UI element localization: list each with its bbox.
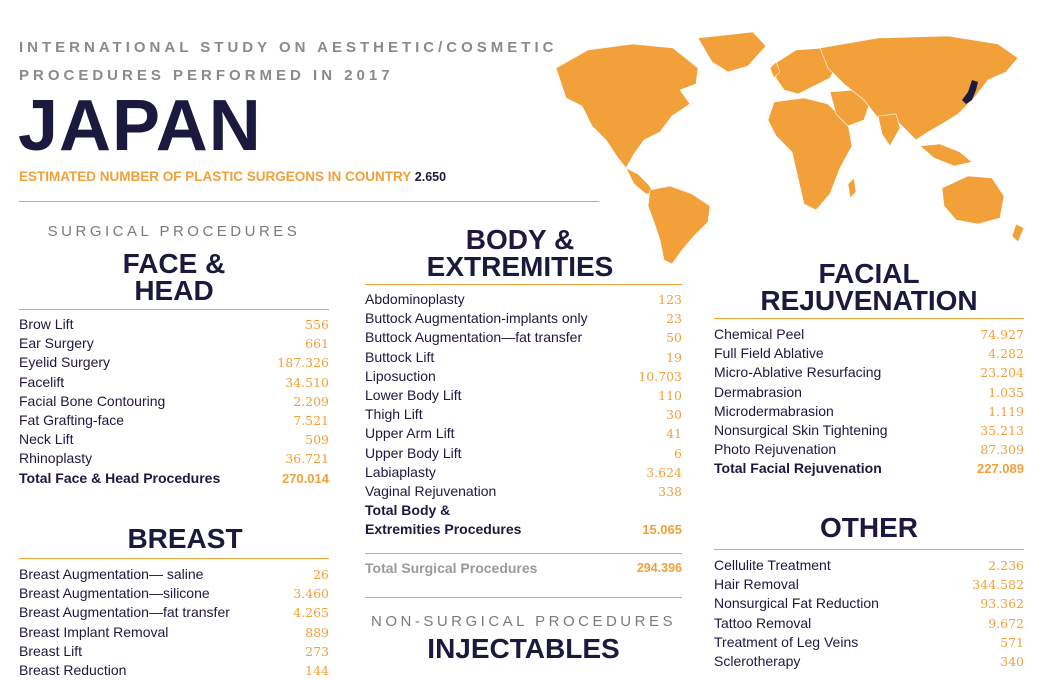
procedure-name: Facelift xyxy=(19,373,65,390)
procedure-value: 6 xyxy=(674,445,682,461)
procedure-name: Full Field Ablative xyxy=(714,345,824,362)
list-item xyxy=(365,444,682,463)
face-head-title-line-1: FACE & xyxy=(122,248,226,279)
non-surgical-category-label: NON-SURGICAL PROCEDURES xyxy=(371,613,676,630)
procedure-name: Brow Lift xyxy=(19,316,74,332)
procedure-name: Microdermabrasion xyxy=(714,402,834,419)
body-title xyxy=(365,226,675,280)
procedure-value: 23.204 xyxy=(980,365,1024,381)
procedure-value: 93.362 xyxy=(980,596,1024,612)
list-item xyxy=(19,315,329,334)
procedure-name: Abdominoplasty xyxy=(365,291,465,307)
procedure-value: 41 xyxy=(666,426,682,442)
list-item xyxy=(365,386,682,405)
list-item xyxy=(365,367,682,386)
surgeons-count xyxy=(19,169,446,184)
procedure-name: Upper Body Lift xyxy=(365,444,462,461)
total-value: 15.065 xyxy=(642,522,682,538)
study-title xyxy=(19,34,559,90)
face-head-list xyxy=(19,315,329,488)
other-divider xyxy=(714,549,1024,550)
procedure-value: 338 xyxy=(658,483,682,499)
list-item xyxy=(19,449,329,468)
body-title-line-2: EXTREMITIES xyxy=(426,251,614,282)
header-divider xyxy=(19,201,599,202)
list-item xyxy=(365,482,682,501)
list-item xyxy=(714,421,1024,440)
procedure-name: Treatment of Leg Veins xyxy=(714,633,859,650)
procedure-name: Buttock Augmentation—fat transfer xyxy=(365,329,583,346)
facial-rejuvenation-title xyxy=(714,260,1024,314)
facial-rejuvenation-list xyxy=(714,325,1024,479)
body-divider xyxy=(365,284,682,285)
list-item xyxy=(714,402,1024,421)
facial-rejuvenation-title-line-2: REJUVENATION xyxy=(760,285,978,316)
procedure-name: Micro-Ablative Resurfacing xyxy=(714,364,882,381)
procedure-value: 34.510 xyxy=(285,374,329,390)
procedure-name: Vaginal Rejuvenation xyxy=(365,482,497,499)
procedure-value: 4.265 xyxy=(293,605,329,621)
procedure-name: Labiaplasty xyxy=(365,463,436,480)
procedure-name: Nonsurgical Fat Reduction xyxy=(714,595,879,612)
procedure-name: Neck Lift xyxy=(19,431,74,448)
facial-rejuvenation-divider xyxy=(714,318,1024,319)
procedure-value: 571 xyxy=(1000,634,1024,650)
india-shape xyxy=(878,114,900,146)
body-title-line-1: BODY & xyxy=(465,224,575,255)
surgeons-label: ESTIMATED NUMBER OF PLASTIC SURGEONS IN COUNTRY xyxy=(19,169,412,184)
total-row xyxy=(19,469,329,488)
grand-total-name: Total Surgical Procedures xyxy=(365,560,538,576)
total-name-line-1: Total Body & xyxy=(365,502,451,519)
procedure-name: Dermabrasion xyxy=(714,383,802,400)
list-item xyxy=(19,430,329,449)
new-zealand-shape xyxy=(1012,224,1024,242)
procedure-value: 3.624 xyxy=(646,464,682,480)
procedure-value: 23 xyxy=(666,311,682,327)
list-item xyxy=(714,594,1024,613)
grand-total-row xyxy=(365,559,682,578)
procedure-name: Breast Augmentation— saline xyxy=(19,566,204,582)
list-item xyxy=(365,328,682,347)
breast-list xyxy=(19,565,329,680)
procedure-value: 36.721 xyxy=(285,451,329,467)
procedure-value: 4.282 xyxy=(988,346,1024,362)
list-item xyxy=(714,383,1024,402)
procedure-value: 1.119 xyxy=(988,403,1024,419)
list-item xyxy=(19,642,329,661)
procedure-name: Breast Reduction xyxy=(19,661,127,678)
list-item xyxy=(365,424,682,443)
other-list xyxy=(714,556,1024,671)
procedure-value: 35.213 xyxy=(980,422,1024,438)
list-item xyxy=(365,348,682,367)
procedure-name: Sclerotherapy xyxy=(714,652,801,669)
procedure-name: Rhinoplasty xyxy=(19,450,93,467)
procedure-name: Breast Augmentation—fat transfer xyxy=(19,604,230,621)
procedure-name: Cellulite Treatment xyxy=(714,557,831,573)
face-head-title xyxy=(19,250,329,304)
list-item xyxy=(19,603,329,622)
body-total-divider xyxy=(365,553,682,554)
total-value: 270.014 xyxy=(282,470,329,486)
procedure-name: Buttock Lift xyxy=(365,348,435,365)
procedure-name: Buttock Augmentation-implants only xyxy=(365,310,588,327)
procedure-name: Chemical Peel xyxy=(714,326,805,342)
list-item xyxy=(365,290,682,309)
procedure-value: 1.035 xyxy=(988,384,1024,400)
procedure-name: Nonsurgical Skin Tightening xyxy=(714,421,888,438)
total-row xyxy=(714,459,1024,478)
list-item xyxy=(714,325,1024,344)
list-item xyxy=(365,405,682,424)
australia-shape xyxy=(942,176,1004,224)
procedure-value: 556 xyxy=(305,317,329,332)
list-item xyxy=(19,353,329,372)
procedure-value: 30 xyxy=(666,407,682,423)
procedure-value: 3.460 xyxy=(293,586,329,602)
total-name: Total Facial Rejuvenation xyxy=(714,460,882,477)
procedure-value: 19 xyxy=(666,349,682,365)
list-item xyxy=(19,411,329,430)
procedure-value: 50 xyxy=(666,330,682,346)
procedure-value: 9.672 xyxy=(988,615,1024,631)
list-item xyxy=(714,575,1024,594)
procedure-value: 123 xyxy=(658,292,682,307)
procedure-value: 509 xyxy=(305,432,329,448)
total-row xyxy=(365,501,682,520)
surgeons-value: 2.650 xyxy=(414,170,447,184)
grand-total-divider xyxy=(365,597,682,598)
procedure-name: Liposuction xyxy=(365,367,436,384)
procedure-value: 7.521 xyxy=(293,412,329,428)
procedure-name: Facial Bone Contouring xyxy=(19,392,166,409)
procedure-value: 74.927 xyxy=(980,327,1024,342)
procedure-value: 889 xyxy=(305,624,329,640)
procedure-value: 661 xyxy=(305,336,329,352)
breast-divider xyxy=(19,558,329,559)
list-item xyxy=(714,614,1024,633)
list-item xyxy=(19,373,329,392)
procedure-value: 340 xyxy=(1000,653,1024,669)
list-item xyxy=(19,661,329,680)
other-title: OTHER xyxy=(820,512,918,543)
face-head-title-line-2: HEAD xyxy=(134,275,214,306)
procedure-name: Fat Grafting-face xyxy=(19,411,125,428)
procedure-name: Lower Body Lift xyxy=(365,386,462,403)
procedure-name: Hair Removal xyxy=(714,576,799,593)
list-item xyxy=(19,584,329,603)
greenland-shape xyxy=(698,32,766,72)
procedure-name: Thigh Lift xyxy=(365,406,423,423)
list-item xyxy=(714,652,1024,671)
list-item xyxy=(714,363,1024,382)
total-name: Total Face & Head Procedures xyxy=(19,469,221,486)
breast-title: BREAST xyxy=(127,523,243,554)
north-america-shape xyxy=(556,44,698,168)
procedure-value: 344.582 xyxy=(972,577,1024,593)
grand-total-value: 294.396 xyxy=(636,561,682,575)
procedure-name: Tattoo Removal xyxy=(714,614,812,631)
injectables-title: INJECTABLES xyxy=(427,633,620,664)
procedure-name: Breast Augmentation—silicone xyxy=(19,585,210,602)
procedure-value: 144 xyxy=(305,662,329,678)
study-title-line-2: PROCEDURES PERFORMED IN 2017 xyxy=(19,67,394,84)
grand-total xyxy=(365,559,682,578)
madagascar-shape xyxy=(848,178,856,198)
list-item xyxy=(19,334,329,353)
total-name-line-2: Extremities Procedures xyxy=(365,521,522,538)
procedure-value: 87.309 xyxy=(980,442,1024,458)
list-item xyxy=(365,463,682,482)
procedure-name: Breast Implant Removal xyxy=(19,623,169,640)
procedure-value: 26 xyxy=(313,567,329,582)
procedure-value: 187.326 xyxy=(277,355,329,371)
list-item xyxy=(714,440,1024,459)
facial-rejuvenation-title-line-1: FACIAL xyxy=(818,258,920,289)
list-item xyxy=(714,344,1024,363)
body-list xyxy=(365,290,682,539)
procedure-name: Eyelid Surgery xyxy=(19,354,111,371)
procedure-name: Ear Surgery xyxy=(19,335,94,352)
procedure-value: 10.703 xyxy=(638,368,682,384)
procedure-value: 2.209 xyxy=(293,393,329,409)
procedure-name: Upper Arm Lift xyxy=(365,425,455,442)
list-item xyxy=(19,392,329,411)
total-value: 227.089 xyxy=(977,461,1024,477)
list-item xyxy=(19,565,329,584)
procedure-value: 110 xyxy=(658,387,682,403)
list-item xyxy=(714,633,1024,652)
procedure-value: 2.236 xyxy=(988,558,1024,573)
study-title-line-1: INTERNATIONAL STUDY ON AESTHETIC/COSMETIC xyxy=(19,39,558,56)
list-item xyxy=(365,309,682,328)
procedure-name: Breast Lift xyxy=(19,642,83,659)
procedure-name: Photo Rejuvenation xyxy=(714,441,837,458)
face-head-divider xyxy=(19,309,329,310)
list-item xyxy=(19,623,329,642)
list-item xyxy=(714,556,1024,575)
country-title: JAPAN xyxy=(18,86,262,166)
surgical-category-label: SURGICAL PROCEDURES xyxy=(47,223,301,240)
procedure-value: 273 xyxy=(305,643,329,659)
southeast-asia-shape xyxy=(920,144,972,166)
total-row xyxy=(365,520,682,539)
